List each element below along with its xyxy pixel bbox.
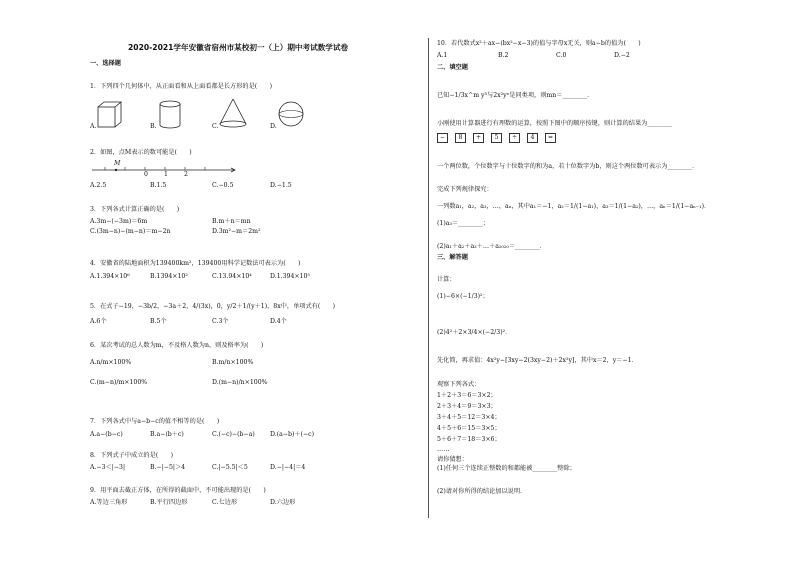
q17-line-4: 4＋5＋6＝15＝3×5；	[437, 425, 501, 432]
number-line-label-1: 1	[164, 171, 168, 178]
q4-opt-a: A.1.394×10⁶	[90, 273, 130, 280]
q8-opt-c: C.|−5.5|＜5	[212, 464, 248, 471]
q1-stem: 1．下列四个几何体中，从正面看和从上面看都是长方形的是( )	[90, 83, 273, 90]
calc-key-minus: −	[437, 133, 448, 143]
q15-part1: (1)−6×(−1/3)²；	[437, 293, 489, 300]
cube-figure	[97, 100, 123, 130]
calc-key-equals: =	[545, 133, 556, 143]
q9-stem: 9．用平面去截正方体，在所得的截面中，不可能出现的是( )	[90, 487, 266, 494]
q6-opt-d: D.(m−n)/n×100%	[212, 379, 268, 386]
q14-part2: (2)a₁＋a₂＋a₃＋…＋a₂₀₂₀＝________．	[437, 243, 546, 250]
q17-ask: 请你猜想：	[437, 456, 468, 463]
q3-opt-c: C.(3m−n)−(m−n)＝m−2n	[90, 228, 171, 235]
q17-part2: (2)请对你所得的结论加以说明．	[437, 488, 527, 495]
q14-intro: 完成下列规律探究：	[437, 186, 493, 193]
q10-opt-c: C.0	[556, 52, 567, 59]
q5-opt-a: A.6个	[90, 318, 107, 325]
q10-opt-d: D.−2	[614, 52, 630, 59]
q3-opt-d: D.3m²−m＝2m²	[212, 228, 261, 235]
q7-opt-a: A.a−(b−c)	[90, 431, 123, 438]
column-divider	[428, 38, 429, 518]
q3-opt-b: B.m＋n＝mn	[212, 218, 251, 225]
q4-opt-c: C.13.94×10⁴	[212, 273, 252, 280]
q17-line-1: 1＋2＋3＝6＝3×2；	[437, 392, 497, 399]
q7-opt-b: B.a−(b＋c)	[150, 431, 184, 438]
q17-intro: 观察下列各式：	[437, 381, 481, 388]
q12-stem: 小刚使用计算器进行有理数的运算，按照下图中的顺序按键，则计算的结果为________	[437, 120, 673, 127]
q15-intro: 计算：	[437, 276, 456, 283]
q6-stem: 6．某次考试的总人数为m，不及格人数为n，则及格率为( )	[90, 342, 264, 349]
q4-opt-d: D.1.394×10⁵	[270, 273, 310, 280]
calc-key-4: 4	[527, 133, 538, 143]
q6-opt-a: A.n/m×100%	[90, 359, 132, 366]
q14-sequence: 一列数a₁，a₂，a₃，…，aₙ，其中a₁＝−1，a₂＝1/(1−a₁)，a₃＝1/(1−a₂)，…，aₙ＝1/(1−aₙ₋₁)．	[437, 203, 711, 210]
q17-line-3: 3＋4＋5＝12＝3×4；	[437, 414, 501, 421]
q1-opt-d: D.	[270, 123, 277, 130]
q10-opt-a: A.1	[437, 52, 448, 59]
q9-opt-a: A.等边三角形	[90, 499, 128, 506]
calc-key-divide: ÷	[509, 133, 520, 143]
cone-figure	[218, 98, 248, 130]
q16-stem: 先化简，再求值：4x²y−[3xy−2(3xy−2)＋2x²y]，其中x＝2，y＝−1．	[437, 357, 638, 364]
q13-stem: 一个两位数，个位数字与十位数字的和为a，若十位数字为b，则这个两位数可表示为________．	[437, 163, 699, 170]
exam-title: 2020-2021学年安徽省宿州市某校初一（上）期中考试数学试卷	[128, 43, 349, 52]
calc-key-8: 8	[455, 133, 466, 143]
q2-opt-b: B.1.5	[150, 182, 167, 189]
number-line-label-2: 2	[184, 171, 188, 178]
q7-opt-c: C.(−c)−(b−a)	[212, 431, 255, 438]
q3-stem: 3．下列各式计算正确的是( )	[90, 206, 180, 213]
number-line-label-m: M	[114, 160, 121, 167]
q7-stem: 7．下列各式中与a−b−c的值不相等的是( )	[90, 418, 220, 425]
q2-stem: 2．如图，点M表示的数可能是( )	[90, 149, 192, 156]
q15-part2: (2)4²＋2×3/4×(−2/3)²．	[437, 329, 512, 336]
q1-opt-b: B.	[150, 123, 157, 130]
q14-part1: (1)a₃＝________；	[437, 220, 490, 227]
q1-opt-a: A.	[90, 123, 97, 130]
q2-opt-a: A.2.5	[90, 182, 107, 189]
q8-opt-b: B.−|−5|＞4	[150, 464, 186, 471]
q5-stem: 5．在式子−19，−3b/2，−3a＋2，4/(3x)，0，y/2＋1/(y＋1)，8x中，单项式有( )	[90, 303, 336, 310]
q17-part1: (1)任何三个连续正整数的和都能被________整除；	[437, 465, 576, 472]
q8-opt-d: D.−|−4|＝4	[270, 464, 306, 471]
q6-opt-b: B.m/n×100%	[212, 359, 254, 366]
q2-opt-d: D.−1.5	[270, 182, 292, 189]
q5-opt-b: B.5个	[150, 318, 167, 325]
q17-line-6: ……	[437, 446, 450, 453]
q5-opt-c: C.3个	[212, 318, 229, 325]
q9-opt-b: B.平行四边形	[150, 499, 188, 506]
q5-opt-d: D.4个	[270, 318, 287, 325]
sphere-figure	[277, 100, 305, 128]
q1-opt-c: C.	[212, 123, 219, 130]
section-answer: 三、解答题	[437, 254, 468, 261]
q4-opt-b: B.1394×10²	[150, 273, 188, 280]
q10-opt-b: B.2	[498, 52, 509, 59]
q6-opt-c: C.(m−n)/m×100%	[90, 379, 148, 386]
calc-key-plus: +	[473, 133, 484, 143]
q7-opt-d: D.(a−b)＋(−c)	[270, 431, 315, 438]
q8-stem: 8．下列式子中成立的是( )	[90, 452, 174, 459]
calc-key-5: 5	[491, 133, 502, 143]
section-choice: 一、选择题	[90, 60, 121, 67]
q2-opt-c: C.−0.5	[212, 182, 234, 189]
q10-stem: 10．若代数式x²＋ax−(bx²−x−3)的值与字母x无关，则a−b的值为( )	[437, 40, 641, 47]
q9-opt-c: C.七边形	[212, 499, 238, 506]
q4-stem: 4．安徽省的陆地面积为139400km²，139400用科学记数法可表示为( )	[90, 260, 301, 267]
q17-line-2: 2＋3＋4＝9＝3×3；	[437, 403, 497, 410]
q3-opt-a: A.3m−(−3m)＝6m	[90, 218, 148, 225]
cylinder-figure	[157, 100, 183, 130]
number-line-label-0: 0	[144, 171, 148, 178]
q8-opt-a: A.−3＜|−3|	[90, 464, 126, 471]
q17-line-5: 5＋6＋7＝18＝3×6；	[437, 436, 501, 443]
section-fill-blank: 二、填空题	[437, 64, 468, 71]
q9-opt-d: D.六边形	[270, 499, 296, 506]
q11-stem: 已知−1/3x^m y³与2x²yⁿ是同类项，则mn＝________．	[437, 92, 594, 99]
